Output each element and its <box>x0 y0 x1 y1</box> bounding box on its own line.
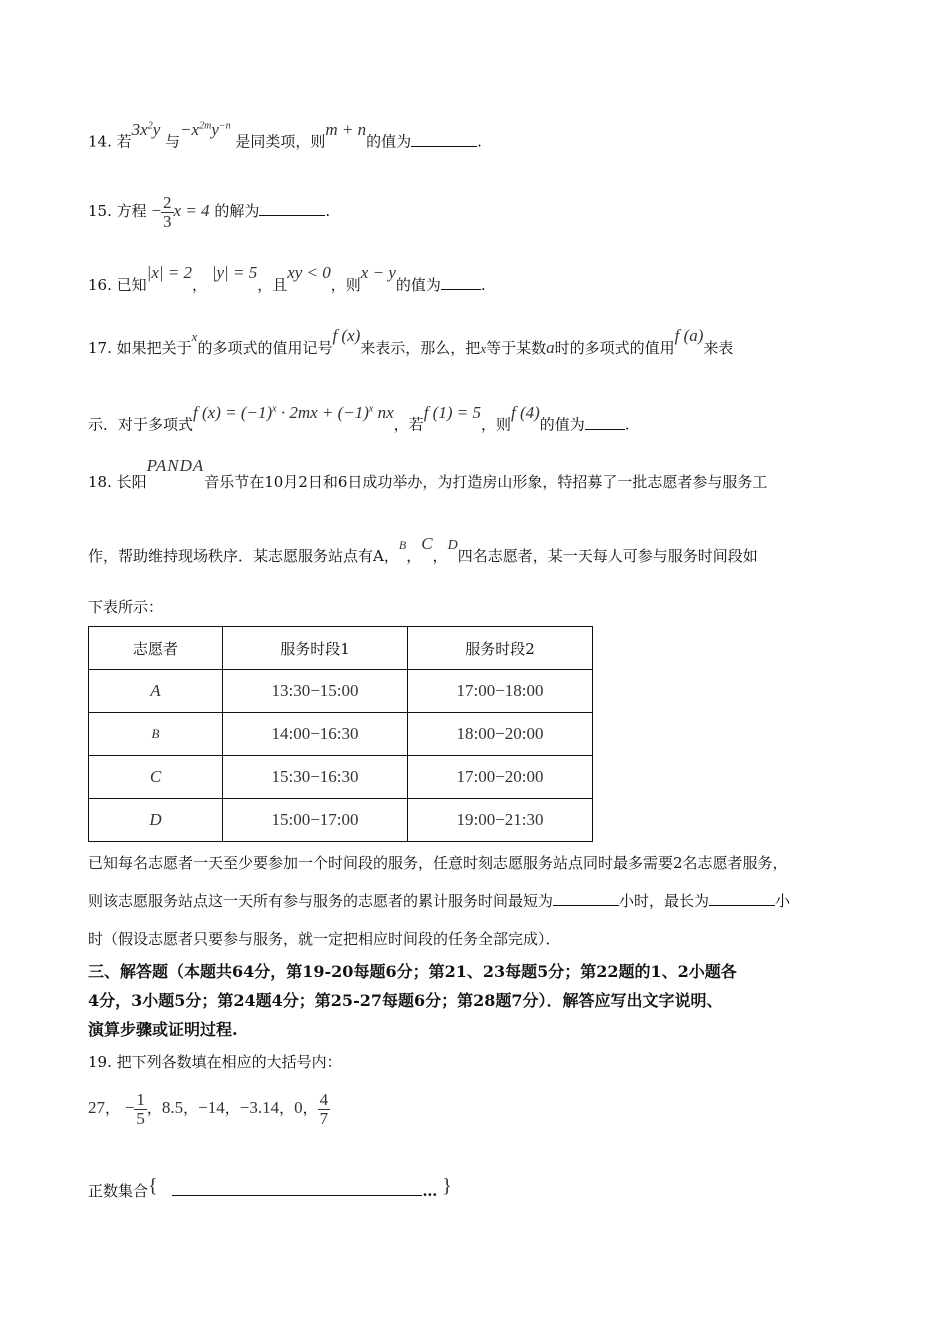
cell: 17:00−18:00 <box>408 670 593 713</box>
text: 时（假设志愿者只要参与服务，就一定把相应时间段的任务全部完成）． <box>88 930 561 948</box>
q-number: 16. <box>88 276 112 294</box>
fraction: $\frac{2}{3}$ <box>163 192 172 231</box>
number-list: 27， − $\frac{1}{5}$ ，8.5，−14，−3.14，0， $\frac{4}{7}$ <box>88 1089 329 1128</box>
math-expr: |x| = 2 <box>146 263 193 282</box>
section-heading: 三、解答题（本题共64分，第19-20每题6分；第21、23每题5分；第22题的1、2小题各 <box>88 962 737 981</box>
positive-set: 正数集合{ … } <box>88 1175 452 1200</box>
question-18-line-2: 作，帮助维持现场秩序．某志愿服务站点有A，$^B$，C，D四名志愿者，某一天每人可参与服务时间段如 <box>88 534 758 565</box>
number: −14 <box>198 1098 225 1117</box>
question-14: 14. 若$3x^2y$ 与$-x^{2m}y^{-n}$ 是同类项，则m + n的值为 . <box>88 119 482 151</box>
cell: 17:00−20:00 <box>408 756 593 799</box>
section-heading: 4分，3小题5分；第24题4分；第25-27每题6分；第28题7分）．解答应写出文字说明、 <box>88 991 723 1010</box>
answer-blank[interactable] <box>259 201 325 216</box>
cell: C <box>89 756 223 799</box>
number: 27 <box>88 1098 105 1117</box>
cell: 14:00−16:30 <box>223 713 408 756</box>
cell: 13:30−15:00 <box>223 670 408 713</box>
math-expr: m + n <box>325 119 367 139</box>
answer-blank[interactable] <box>585 415 625 430</box>
text: 与 <box>165 132 181 151</box>
section-heading: 演算步骤或证明过程. <box>88 1020 238 1039</box>
question-18-line-1: 18. 长阳PANDA音乐节在10月2日和6日成功举办，为打造房山形象，特招募了一批志愿者参与服务工 <box>88 456 768 491</box>
q-number: 15. <box>88 202 112 220</box>
math-expr: f (x) <box>332 326 361 345</box>
question-16: 16. 已知|x| = 2， |y| = 5，且xy < 0，则x − y的值为 . <box>88 263 486 294</box>
answer-blank-max[interactable] <box>709 891 775 906</box>
math-expr: $3x^2y$ <box>131 119 161 139</box>
text: 则该志愿服务站点这一天所有参与服务的志愿者的累计服务时间最短为 小时，最长为 小 <box>88 892 791 910</box>
header-cell: 服务时段2 <box>408 627 593 670</box>
text: 的值为 <box>366 132 412 151</box>
cell: A <box>89 670 223 713</box>
text: 是同类项，则 <box>235 132 326 151</box>
header-cell: 志愿者 <box>89 627 223 670</box>
math-expr: x − y <box>360 263 396 282</box>
question-17-line-2: 示．对于多项式f $(x) = (-1)^x \cdot 2mx + (-1)^x$ nx，若f (1) = 5，则f (4)的值为 . <box>88 402 630 434</box>
table-row <box>89 670 593 713</box>
table-row <box>89 756 593 799</box>
question-19: 19. 把下列各数填在相应的大括号内： <box>88 1053 342 1071</box>
header-cell: 服务时段1 <box>223 627 408 670</box>
q-number: 19. <box>88 1053 112 1071</box>
answer-blank[interactable] <box>172 1181 422 1196</box>
q-number: 14. <box>88 132 112 151</box>
text: 已知 <box>116 276 147 294</box>
text: 的解为 <box>214 202 260 220</box>
math-expr: f (a) <box>674 326 704 345</box>
polynomial-expr: f $(x) = (-1)^x \cdot 2mx + (-1)^x$ nx <box>193 402 394 422</box>
cell: D <box>89 799 223 842</box>
table-header-row <box>89 627 593 670</box>
table-row <box>89 713 593 756</box>
cell: B <box>89 713 223 756</box>
volunteer-schedule-table <box>88 626 593 842</box>
number: 0 <box>294 1098 303 1117</box>
fraction: $\frac{1}{5}$ <box>136 1089 145 1128</box>
math-expr: |y| = 5 <box>211 263 258 282</box>
q-number: 17. <box>88 339 112 357</box>
question-15: 15. 方程 − $\frac{2}{3}$ x = 4 的解为 . <box>88 192 331 231</box>
question-17-line-1: 17. 如果把关于x的多项式的值用记号f (x)来表示，那么，把x等于某数a时的多项式的值用f (a)来表 <box>88 326 734 357</box>
minus: − <box>151 201 162 220</box>
answer-blank[interactable] <box>411 132 477 147</box>
cell: 19:00−21:30 <box>408 799 593 842</box>
number: 8.5 <box>161 1098 184 1117</box>
text: 已知每名志愿者一天至少要参加一个时间段的服务，任意时刻志愿服务站点同时最多需要2名志愿者服务， <box>88 854 788 872</box>
question-18-line-3: 下表所示： <box>88 598 164 616</box>
text: 若 <box>116 132 132 151</box>
fraction: $\frac{4}{7}$ <box>319 1089 329 1128</box>
number: −3.14 <box>239 1098 280 1117</box>
answer-blank-min[interactable] <box>553 891 619 906</box>
cell: 15:30−16:30 <box>223 756 408 799</box>
cell: 18:00−20:00 <box>408 713 593 756</box>
math-expr: $-x^{2m}y^{-n}$ <box>180 119 231 139</box>
text: 方程 <box>116 202 147 220</box>
math-expr: xy < 0 <box>287 263 331 282</box>
answer-blank[interactable] <box>441 275 481 290</box>
q-number: 18. <box>88 473 112 491</box>
table-row <box>89 799 593 842</box>
math-expr: x = 4 <box>173 201 210 220</box>
cell: 15:00−17:00 <box>223 799 408 842</box>
